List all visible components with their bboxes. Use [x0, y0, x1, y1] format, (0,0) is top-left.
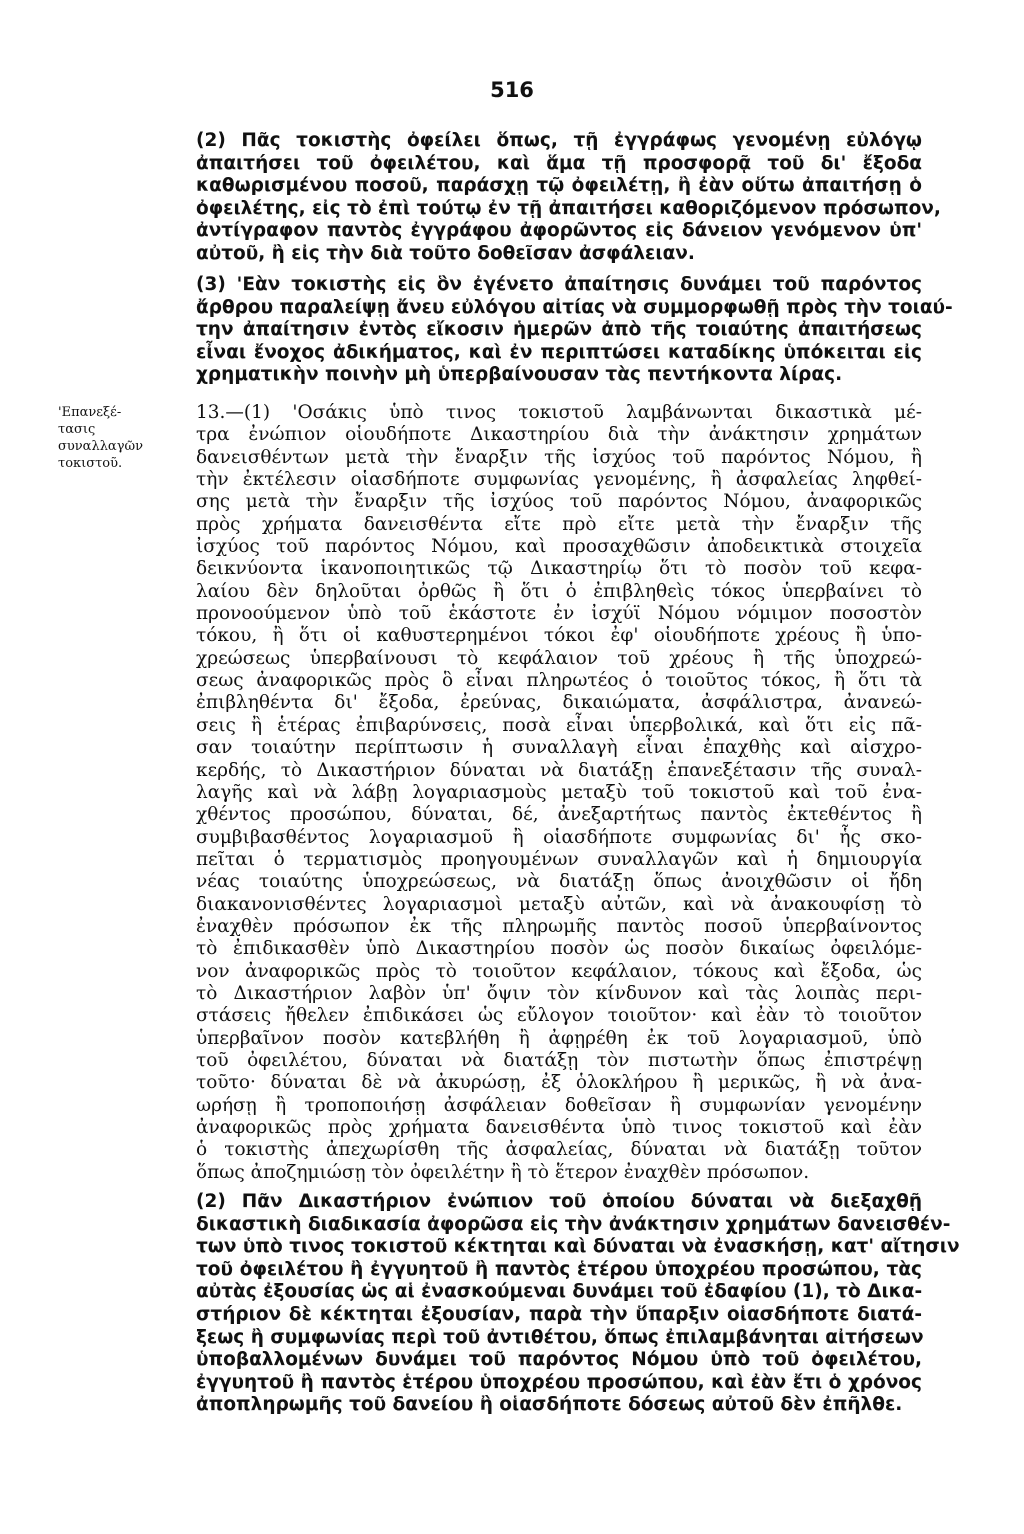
text-line: σεις ἢ ἑτέρας ἐπιβαρύνσεις, ποσὰ εἶναι ὑπερβολικά, καὶ ὅτι εἰς πᾶ-: [196, 714, 922, 736]
text-line: 13.—(1) 'Οσάκις ὑπὸ τινος τοκιστοῦ λαμβάνωνται δικαστικὰ μέ-: [196, 402, 922, 423]
text-line: καθωρισμένου ποσοῦ, παράσχῃ τῷ ὀφειλέτῃ, ἢ ἐὰν οὕτω ἀπαιτήσῃ ὁ: [196, 175, 922, 197]
paragraph-section-13-2: [196, 1191, 960, 1417]
text-line: ωρήσῃ ἢ τροποποιήσῃ ἀσφάλειαν δοθεῖσαν ἢ συμφωνίαν γενομένην: [196, 1094, 922, 1116]
text-line: (2) Πᾶς τοκιστὴς ὀφείλει ὅπως, τῇ ἐγγράφως γενομένῃ εὐλόγῳ: [196, 130, 922, 151]
text-line: εἶναι ἔνοχος ἀδικήματος, καὶ ἐν περιπτώσει καταδίκης ὑπόκειται εἰς: [196, 341, 922, 363]
margin-note-line: τοκιστοῦ.: [58, 456, 123, 471]
paragraph-section-13-1: [196, 402, 922, 1184]
text-line: στήριον δὲ κέκτηται ἐξουσίαν, παρὰ τὴν ὕπαρξιν οἱασδήποτε διατά-: [196, 1303, 922, 1325]
text-line: στάσεις ἤθελεν ἐπιδικάσει ὡς εὔλογον τοιοῦτον· καὶ ἐὰν τὸ τοιοῦτον: [196, 1005, 922, 1027]
text-line: χρηματικὴν ποινὴν μὴ ὑπερβαίνουσαν τὰς πεντήκοντα λίρας.: [196, 364, 843, 386]
text-line: τρα ἐνώπιον οἱουδήποτε Δικαστηρίου διὰ τὴν ἀνάκτησιν χρημάτων: [196, 424, 922, 446]
text-line: αὐτοῦ, ἢ εἰς τὴν διὰ τοῦτο δοθεῖσαν ἀσφάλειαν.: [196, 242, 695, 264]
text-line: σης μετὰ τὴν ἔναρξιν τῆς ἰσχύος τοῦ παρόντος Νόμου, ἀναφορικῶς: [196, 491, 922, 513]
text-line: ἀποπληρωμῆς τοῦ δανείου ἢ οἱασδήποτε δόσεως αὐτοῦ δὲν ἐπῆλθε.: [196, 1394, 903, 1416]
text-line: την ἀπαίτησιν ἐντὸς εἴκοσιν ἡμερῶν ἀπὸ τῆς τοιαύτης ἀπαιτήσεως: [196, 319, 922, 341]
text-line: λαγῆς καὶ νὰ λάβῃ λογαριασμοὺς μεταξὺ τοῦ τοκιστοῦ καὶ τοῦ ἐνα-: [196, 781, 922, 803]
text-line: πρὸς χρήματα δανεισθέντα εἴτε πρὸ εἴτε μετὰ τὴν ἔναρξιν τῆς: [196, 513, 922, 535]
text-line: δανεισθέντων μετὰ τὴν ἔναρξιν τῆς ἰσχύος τοῦ παρόντος Νόμου, ἢ: [196, 446, 922, 468]
text-line: ἀπαιτήσει τοῦ ὀφειλέτου, καὶ ἅμα τῇ προσφορᾷ τοῦ δι' ἔξοδα: [196, 152, 922, 174]
text-line: ἀντίγραφον παντὸς ἐγγράφου ἀφορῶντος εἰς δάνειον γενόμενον ὑπ': [196, 220, 922, 242]
text-line: χρεώσεως ὑπερβαίνουσι τὸ κεφάλαιον τοῦ χρέους ἢ τῆς ὑποχρεώ-: [196, 647, 922, 669]
margin-note: [58, 404, 188, 472]
text-line: λαίου δὲν δηλοῦται ὀρθῶς ἢ ὅτι ὁ ἐπιβληθεὶς τόκος ὑπερβαίνει τὸ: [196, 580, 922, 602]
text-line: διακανονισθέντες λογαριασμοὶ μεταξὺ αὐτῶν, καὶ νὰ ἀνακουφίσῃ τὸ: [196, 893, 922, 915]
margin-note-line: 'Επανεξέ-: [58, 405, 122, 420]
text-line: τόκου, ἢ ὅτι οἱ καθυστερημένοι τόκοι ἐφ' οἱουδήποτε χρέους ἢ ὑπο-: [196, 625, 922, 647]
text-line: πεῖται ὁ τερματισμὸς προηγουμένων συναλλαγῶν καὶ ἡ δημιουργία: [196, 848, 922, 870]
text-line: κερδής, τὸ Δικαστήριον δύναται νὰ διατάξῃ ἐπανεξέτασιν τῆς συναλ-: [196, 759, 922, 781]
text-line: νέας τοιαύτης ὑποχρεώσεως, νὰ διατάξῃ ὅπως ἀνοιχθῶσιν οἱ ἤδη: [196, 871, 922, 893]
text-line: ὅπως ἀποζημιώσῃ τὸν ὀφειλέτην ἢ τὸ ἕτερον ἐναχθὲν πρόσωπον.: [196, 1161, 810, 1183]
text-line: χθέντος προσώπου, δύναται, δέ, ἀνεξαρτήτως παντὸς ἐκτεθέντος ἢ: [196, 804, 922, 826]
text-line: τὸ Δικαστήριον λαβὸν ὑπ' ὄψιν τὸν κίνδυνον καὶ τὰς λοιπὰς περι-: [196, 982, 922, 1004]
text-line: ἰσχύος τοῦ παρόντος Νόμου, καὶ προσαχθῶσιν ἀποδεικτικὰ στοιχεῖα: [196, 536, 922, 558]
text-line: ἐπιβληθέντα δι' ἔξοδα, ἐρεύνας, δικαιώματα, ἀσφάλιστρα, ἀνανεώ-: [196, 692, 922, 714]
text-line: ὑπερβαῖνον ποσὸν κατεβλήθη ἢ ἀφῃρέθη ἐκ τοῦ λογαριασμοῦ, ὑπὸ: [196, 1027, 922, 1049]
text-line: ἀναφορικῶς πρὸς χρήματα δανεισθέντα ὑπὸ τινος τοκιστοῦ καὶ ἐὰν: [196, 1117, 922, 1138]
text-line: ὀφειλέτης, εἰς τὸ ἐπὶ τούτῳ ἐν τῇ ἀπαιτήσει καθοριζόμενον πρόσωπον,: [196, 197, 941, 219]
margin-note-line: συναλλαγῶν: [58, 439, 143, 454]
text-line: (2) Πᾶν Δικαστήριον ἐνώπιον τοῦ ὁποίου δύναται νὰ διεξαχθῇ: [196, 1191, 922, 1212]
text-line: σεως ἀναφορικῶς πρὸς ὃ εἶναι πληρωτέος ὁ τοιοῦτος τόκος, ἢ ὅτι τὰ: [196, 670, 922, 692]
page-number: 516: [490, 78, 534, 102]
text-line: ἐγγυητοῦ ἢ παντὸς ἑτέρου ὑποχρέου προσώπου, καὶ ἐὰν ἔτι ὁ χρόνος: [196, 1371, 922, 1393]
text-line: ὁ τοκιστὴς ἀπεχωρίσθη τῆς ἀσφαλείας, δύναται νὰ διατάξῃ τοῦτον: [196, 1139, 922, 1161]
text-line: τοῦ ὀφειλέτου ἢ ἐγγυητοῦ ἢ παντὸς ἑτέρου ὑποχρέου προσώπου, τὰς: [196, 1258, 922, 1280]
text-line: ἄρθρου παραλείψῃ ἄνευ εὐλόγου αἰτίας νὰ συμμορφωθῇ πρὸς τὴν τοιαύ-: [196, 296, 953, 318]
text-line: ξεως ἢ συμφωνίας περὶ τοῦ ἀντιθέτου, ὅπως ἐπιλαμβάνηται αἰτήσεων: [196, 1326, 924, 1348]
text-line: τὸ ἐπιδικασθὲν ὑπὸ Δικαστηρίου ποσὸν ὡς ποσὸν δικαίως ὀφειλόμε-: [196, 938, 922, 960]
text-line: σαν τοιαύτην περίπτωσιν ἡ συναλλαγὴ εἶναι ἐπαχθὴς καὶ αἰσχρο-: [196, 737, 922, 759]
text-line: των ὑπὸ τινος τοκιστοῦ κέκτηται καὶ δύναται νὰ ἐνασκήσῃ, κατ' αἴτησιν: [196, 1236, 960, 1258]
text-line: προνοούμενον ὑπὸ τοῦ ἑκάστοτε ἐν ἰσχύϊ Νόμου νόμιμον ποσοστὸν: [196, 603, 922, 625]
margin-note-line: τασις: [58, 422, 96, 437]
text-line: συμβιβασθέντος λογαριασμοῦ ἢ οἱασδήποτε συμφωνίας δι' ἧς σκο-: [196, 826, 922, 848]
paragraph-subsection-3: [196, 274, 953, 387]
text-line: δικαστικὴ διαδικασία ἀφορῶσα εἰς τὴν ἀνάκτησιν χρημάτων δανεισθέν-: [196, 1213, 951, 1235]
text-line: τοῦτο· δύναται δὲ νὰ ἀκυρώσῃ, ἐξ ὁλοκλήρου ἢ μερικῶς, ἢ νὰ ἀνα-: [196, 1072, 922, 1094]
text-line: δεικνύοντα ἱκανοποιητικῶς τῷ Δικαστηρίῳ ὅτι τὸ ποσὸν τοῦ κεφα-: [196, 558, 922, 580]
paragraph-subsection-2: [196, 130, 941, 266]
text-line: (3) 'Εὰν τοκιστὴς εἰς ὃν ἐγένετο ἀπαίτησις δυνάμει τοῦ παρόντος: [196, 274, 922, 295]
text-line: νον ἀναφορικῶς πρὸς τὸ τοιοῦτον κεφάλαιον, τόκους καὶ ἔξοδα, ὡς: [196, 960, 922, 982]
text-line: ὑποβαλλομένων δυνάμει τοῦ παρόντος Νόμου ὑπὸ τοῦ ὀφειλέτου,: [196, 1349, 922, 1371]
text-line: ἐναχθὲν πρόσωπον ἐκ τῆς πληρωμῆς παντὸς ποσοῦ ὑπερβαίνοντος: [196, 915, 922, 937]
text-line: τὴν ἐκτέλεσιν οἱασδήποτε συμφωνίας γενομένης, ἢ ἀσφαλείας ληφθεί-: [196, 469, 922, 491]
text-line: τοῦ ὀφειλέτου, δύναται νὰ διατάξῃ τὸν πιστωτὴν ὅπως ἐπιστρέψῃ: [196, 1049, 922, 1071]
text-line: αὐτὰς ἐξουσίας ὡς αἱ ἐνασκούμεναι δυνάμει τοῦ ἐδαφίου (1), τὸ Δικα-: [196, 1281, 923, 1303]
